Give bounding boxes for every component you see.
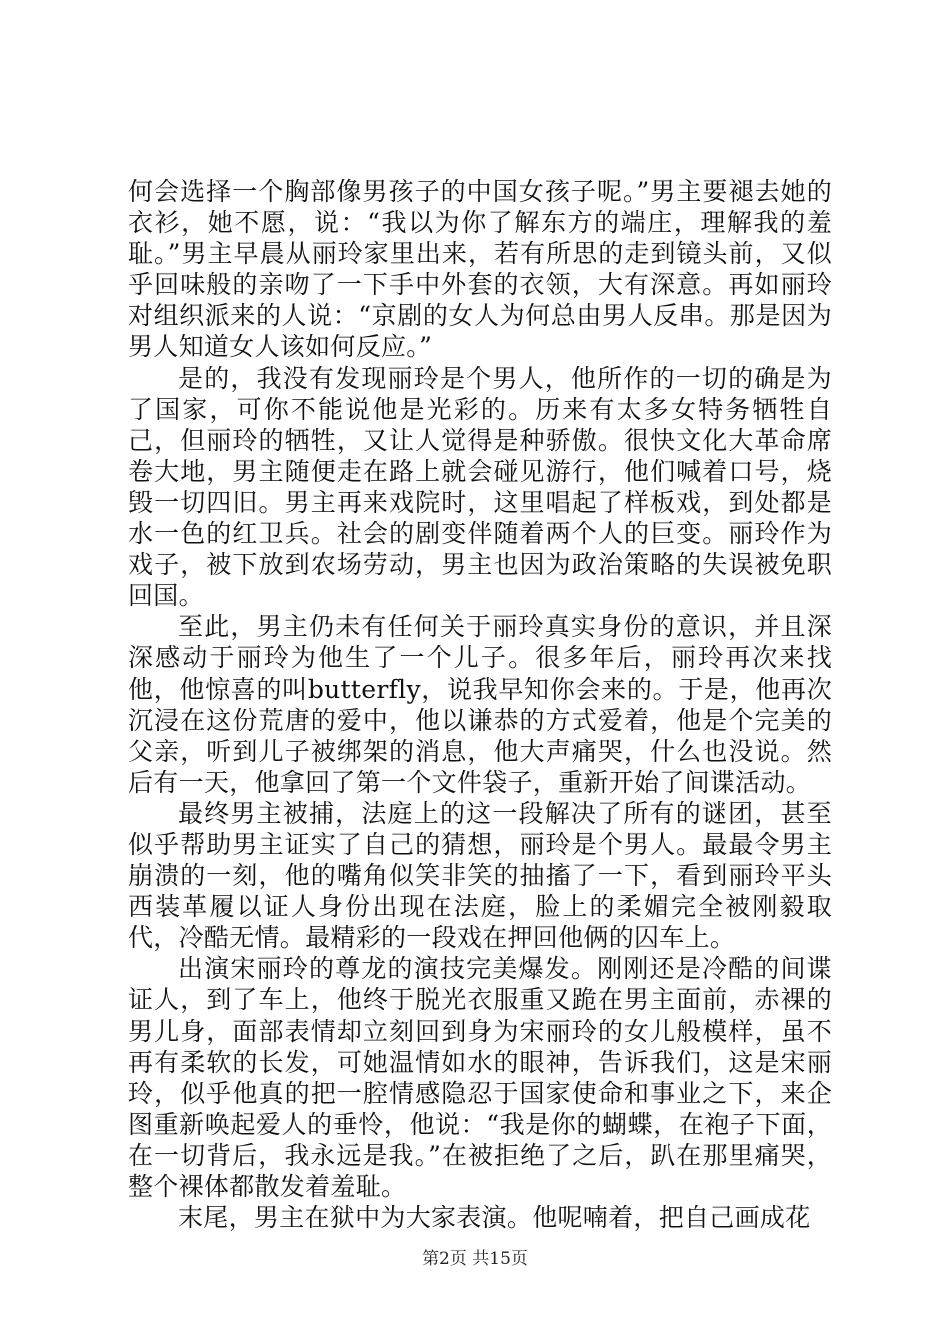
paragraph-2: 是的，我没有发现丽玲是个男人，他所作的一切的确是为了国家，可你不能说他是光彩的。历来有太多女特务牺牲自己，但丽玲的牺牲，又让人觉得是种骄傲。很快文化大革命席卷大地，男主随便走在路上就会碰见游行，他们喊着口号，烧毁一切四旧。男主再来戏院时，这里唱起了样板戏，到处都是水一色的红卫兵。社会的剧变伴随着两个人的巨变。丽玲作为戏子，被下放到农场劳动，男主也因为政治策略的失误被免职回国。 — [128, 363, 832, 611]
document-body — [128, 176, 832, 1233]
paragraph-1: 何会选择一个胸部像男孩子的中国女孩子呢。”男主要褪去她的衣衫，她不愿，说：“我以为你了解东方的端庄，理解我的羞耻。”男主早晨从丽玲家里出来，若有所思的走到镜头前，又似乎回味般的亲吻了一下手中外套的衣领，大有深意。再如丽玲对组织派来的人说：“京剧的女人为何总由男人反串。那是因为男人知道女人该如何反应。” — [128, 177, 832, 362]
paragraph-3: 至此，男主仍未有任何关于丽玲真实身份的意识，并且深深感动于丽玲为他生了一个儿子。很多年后，丽玲再次来找他，他惊喜的叫butterfly，说我早知你会来的。于是，他再次沉浸在这份荒唐的爱中，他以谦恭的方式爱着，他是个完美的父亲，听到儿子被绑架的消息，他大声痛哭，什么也没说。然后有一天，他拿回了第一个文件袋子，重新开始了间谍活动。 — [128, 612, 832, 797]
paragraph-5: 出演宋丽玲的尊龙的演技完美爆发。刚刚还是冷酷的间谍证人，到了车上，他终于脱光衣服重又跪在男主面前，赤裸的男儿身，面部表情却立刻回到身为宋丽玲的女儿般模样，虽不再有柔软的长发，可她温情如水的眼神，告诉我们，这是宋丽玲，似乎他真的把一腔情感隐忍于国家使命和事业之下，来企图重新唤起爱人的垂怜，他说：“我是你的蝴蝶，在袍子下面，在一切背后，我永远是我。”在被拒绝了之后，趴在那里痛哭，整个裸体都散发着羞耻。 — [128, 954, 832, 1201]
paragraph-4: 最终男主被捕，法庭上的这一段解决了所有的谜团，甚至似乎帮助男主证实了自己的猜想，丽玲是个男人。最最令男主崩溃的一刻，他的嘴角似笑非笑的抽搐了一下，看到丽玲平头西装革履以证人身份出现在法庭，脸上的柔媚完全被刚毅取代，冷酷无情。最精彩的一段戏在押回他俩的囚车上。 — [128, 798, 832, 953]
page-footer: 第2页 共15页 — [422, 1249, 528, 1269]
paragraph-6: 末尾，男主在狱中为大家表演。他呢喃着，把自己画成花 — [178, 1203, 811, 1233]
